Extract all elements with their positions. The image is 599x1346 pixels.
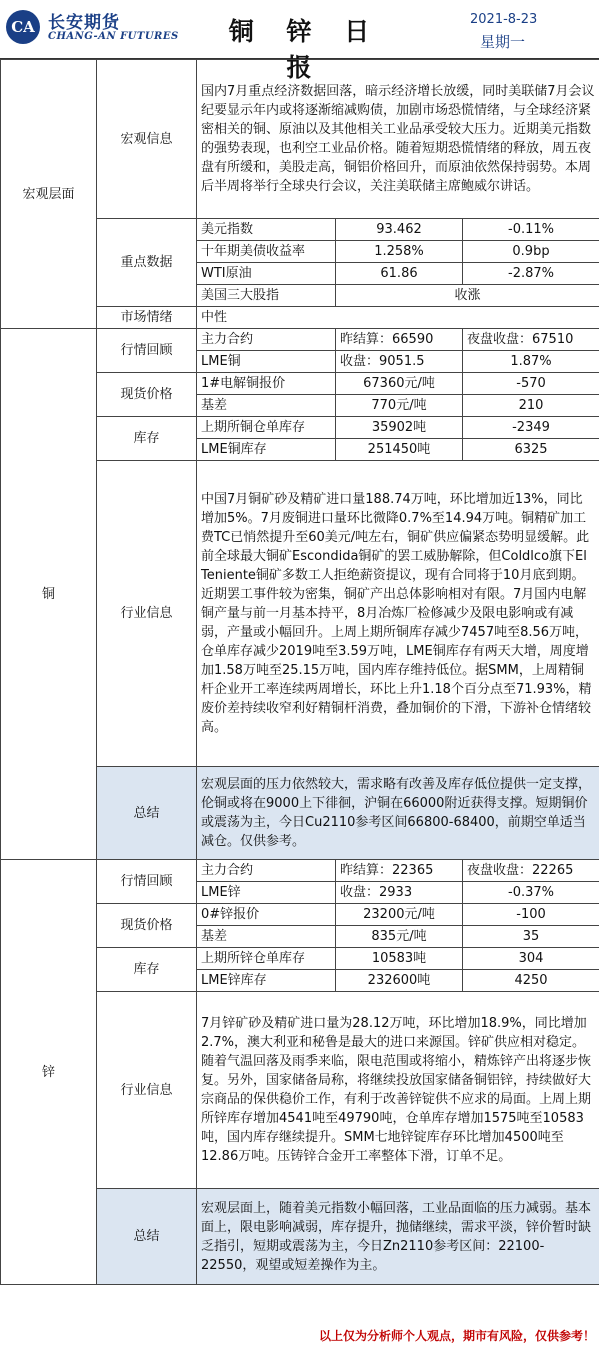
zinc-spot-value: 23200元/吨 [336,904,463,926]
zinc-summary-label: 总结 [97,1189,197,1285]
copper-review-value: 收盘：9051.5 [336,351,463,373]
zinc-industry-label: 行业信息 [97,992,197,1189]
report-table [0,59,599,1285]
copper-stock-change: 6325 [463,439,599,461]
zinc-stock-label: 库存 [97,948,197,992]
zinc-spot-name: 基差 [197,926,336,948]
key-data-name: 十年期美债收益率 [197,241,336,263]
copper-review-change: 1.87% [463,351,599,373]
zinc-review-change: 夜盘收盘：22265 [463,860,599,882]
section-macro: 宏观层面 [1,60,97,329]
zinc-spot-value: 835元/吨 [336,926,463,948]
report-weekday: 星期一 [480,33,526,51]
copper-summary-text: 宏观层面的压力依然较大，需求略有改善及库存低位提供一定支撑，伦铜或将在9000上下徘徊，沪铜在66000附近获得支撑。短期铜价或震荡为主，今日Cu2110参考区间66800-68400，前期空单适当减仓。仅供参考。 [197,767,599,860]
copper-review-name: LME铜 [197,351,336,373]
copper-stock-change: -2349 [463,417,599,439]
macro-info-row [1,60,599,219]
copper-spot-value: 67360元/吨 [336,373,463,395]
zinc-stock-change: 4250 [463,970,599,992]
copper-stock-value: 35902吨 [336,417,463,439]
copper-spot-label: 现货价格 [97,373,197,417]
zinc-review-value: 昨结算：22365 [336,860,463,882]
report-date: 2021-8-23 [470,12,538,27]
key-data-name: WTI原油 [197,263,336,285]
zinc-industry-text: 7月锌矿砂及精矿进口量为28.12万吨，环比增加18.9%，同比增加2.7%，澳大利亚和秘鲁是最大的进口来源国。锌矿供应相对稳定。随着气温回落及雨季来临，限电范围或将缩小，精炼锌产出将逐步恢复。另外，国家储备局称，将继续投放国家储备铜铝锌，持续做好大宗商品的保供稳价工作，有利于改善锌锭供不应求的局面。上周上期所锌库存增加4541吨至49790吨，仓单库存增加1575吨至10583吨，国内库存继续提升。SMM七地锌锭库存环比增加4500吨至12.86万吨。压铸锌合金开工率整体下滑，订单不足。 [197,992,599,1189]
key-data-value: 1.258% [336,241,463,263]
copper-stock-label: 库存 [97,417,197,461]
zinc-spot-name: 0#锌报价 [197,904,336,926]
copper-stock-value: 251450吨 [336,439,463,461]
zinc-review-change: -0.37% [463,882,599,904]
us-stock-name: 美国三大股指 [197,285,336,307]
key-data-change: 0.9bp [463,241,599,263]
zinc-review-value: 收盘：2933 [336,882,463,904]
copper-review-value: 昨结算：66590 [336,329,463,351]
copper-spot-name: 基差 [197,395,336,417]
key-data-change: -0.11% [463,219,599,241]
key-data-label: 重点数据 [97,219,197,307]
copper-spot-name: 1#电解铜报价 [197,373,336,395]
zinc-review-label: 行情回顾 [97,860,197,904]
macro-info-text: 国内7月重点经济数据回落，暗示经济增长放缓，同时美联储7月会议纪要显示年内或将逐渐缩减购债，加剧市场恐慌情绪，与全球经济紧密相关的铜、原油以及其他相关工业品承受较大压力。近期美元指数的强势表现，也利空工业品价格。随着短期恐慌情绪的释放，周五夜盘有所缓和，美股走高，铜铝价格回升，而原油依然保持弱势。本周后半周将举行全球央行会议，关注美联储主席鲍威尔讲话。 [197,60,599,219]
copper-stock-name: 上期所铜仓单库存 [197,417,336,439]
copper-spot-value: 770元/吨 [336,395,463,417]
zinc-summary-text: 宏观层面上，随着美元指数小幅回落，工业品面临的压力减弱。基本面上，限电影响减弱，库存提升，抛储继续，需求平淡，锌价暂时缺乏指引，短期或震荡为主，今日Zn2110参考区间：22100-22550，观望或短差操作为主。 [197,1189,599,1285]
key-data-value: 61.86 [336,263,463,285]
report-title: 铜 锌 日 报 [228,17,382,82]
key-data-value: 93.462 [336,219,463,241]
copper-review-label: 行情回顾 [97,329,197,373]
key-data-name: 美元指数 [197,219,336,241]
zinc-spot-change: -100 [463,904,599,926]
zinc-spot-change: 35 [463,926,599,948]
zinc-stock-value: 10583吨 [336,948,463,970]
copper-industry-text: 中国7月铜矿砂及精矿进口量188.74万吨，环比增加近13%，同比增加5%。7月废铜进口量环比微降0.7%至14.94万吨。铜精矿加工费TC已悄然提升至60美元/吨左右，铜矿供应偏紧态势明显缓解。此前全球最大铜矿Escondida铜矿的罢工威胁解除，但Coldlco旗下El Teniente铜矿多数工人拒绝薪资提议，现有合同将于10月底到期。近期罢工事件较为密集，铜矿产出总体影响相对有限。7月国内电解铜产量与前一月基本持平，8月冶炼厂检修减少及限电影响或有减弱，产量或小幅回升。上周上期所铜库存减少7457吨至8.56万吨，仓单库存减少2019吨至3.59万吨，LME铜库存有两天大增，周度增加1.58万吨至25.15万吨，国内库存维持低位。据SMM，上周精铜杆企业开工率连续两周增长，环比上升1.18个百分点至71.93%，精废价差持续收窄利好精铜杆消费，叠加铜价的下滑，下游补仓情绪较高。 [197,461,599,767]
disclaimer-footer: 以上仅为分析师个人观点，期市有风险，仅供参考！ [318,1329,595,1343]
zinc-review-name: LME锌 [197,882,336,904]
zinc-stock-value: 232600吨 [336,970,463,992]
zinc-spot-label: 现货价格 [97,904,197,948]
copper-review-name: 主力合约 [197,329,336,351]
section-copper: 铜 [1,329,97,860]
logo-english-name: CHANG-AN FUTURES [48,31,179,42]
copper-spot-change: 210 [463,395,599,417]
company-logo [6,8,186,54]
zinc-stock-name: LME锌库存 [197,970,336,992]
copper-stock-name: LME铜库存 [197,439,336,461]
zinc-review-row [1,860,599,882]
copper-review-change: 夜盘收盘：67510 [463,329,599,351]
copper-spot-change: -570 [463,373,599,395]
logo-chinese-name: 长安期货 [48,13,120,33]
us-stock-value: 收涨 [336,285,599,307]
zinc-stock-name: 上期所锌仓单库存 [197,948,336,970]
copper-review-row [1,329,599,351]
section-zinc: 锌 [1,860,97,1285]
zinc-review-name: 主力合约 [197,860,336,882]
sentiment-value: 中性 [197,307,599,329]
zinc-stock-change: 304 [463,948,599,970]
macro-info-label: 宏观信息 [97,60,197,219]
copper-summary-label: 总结 [97,767,197,860]
copper-industry-label: 行业信息 [97,461,197,767]
key-data-change: -2.87% [463,263,599,285]
sentiment-label: 市场情绪 [97,307,197,329]
report-header [0,0,599,82]
logo-emblem-icon: CA [6,10,40,44]
